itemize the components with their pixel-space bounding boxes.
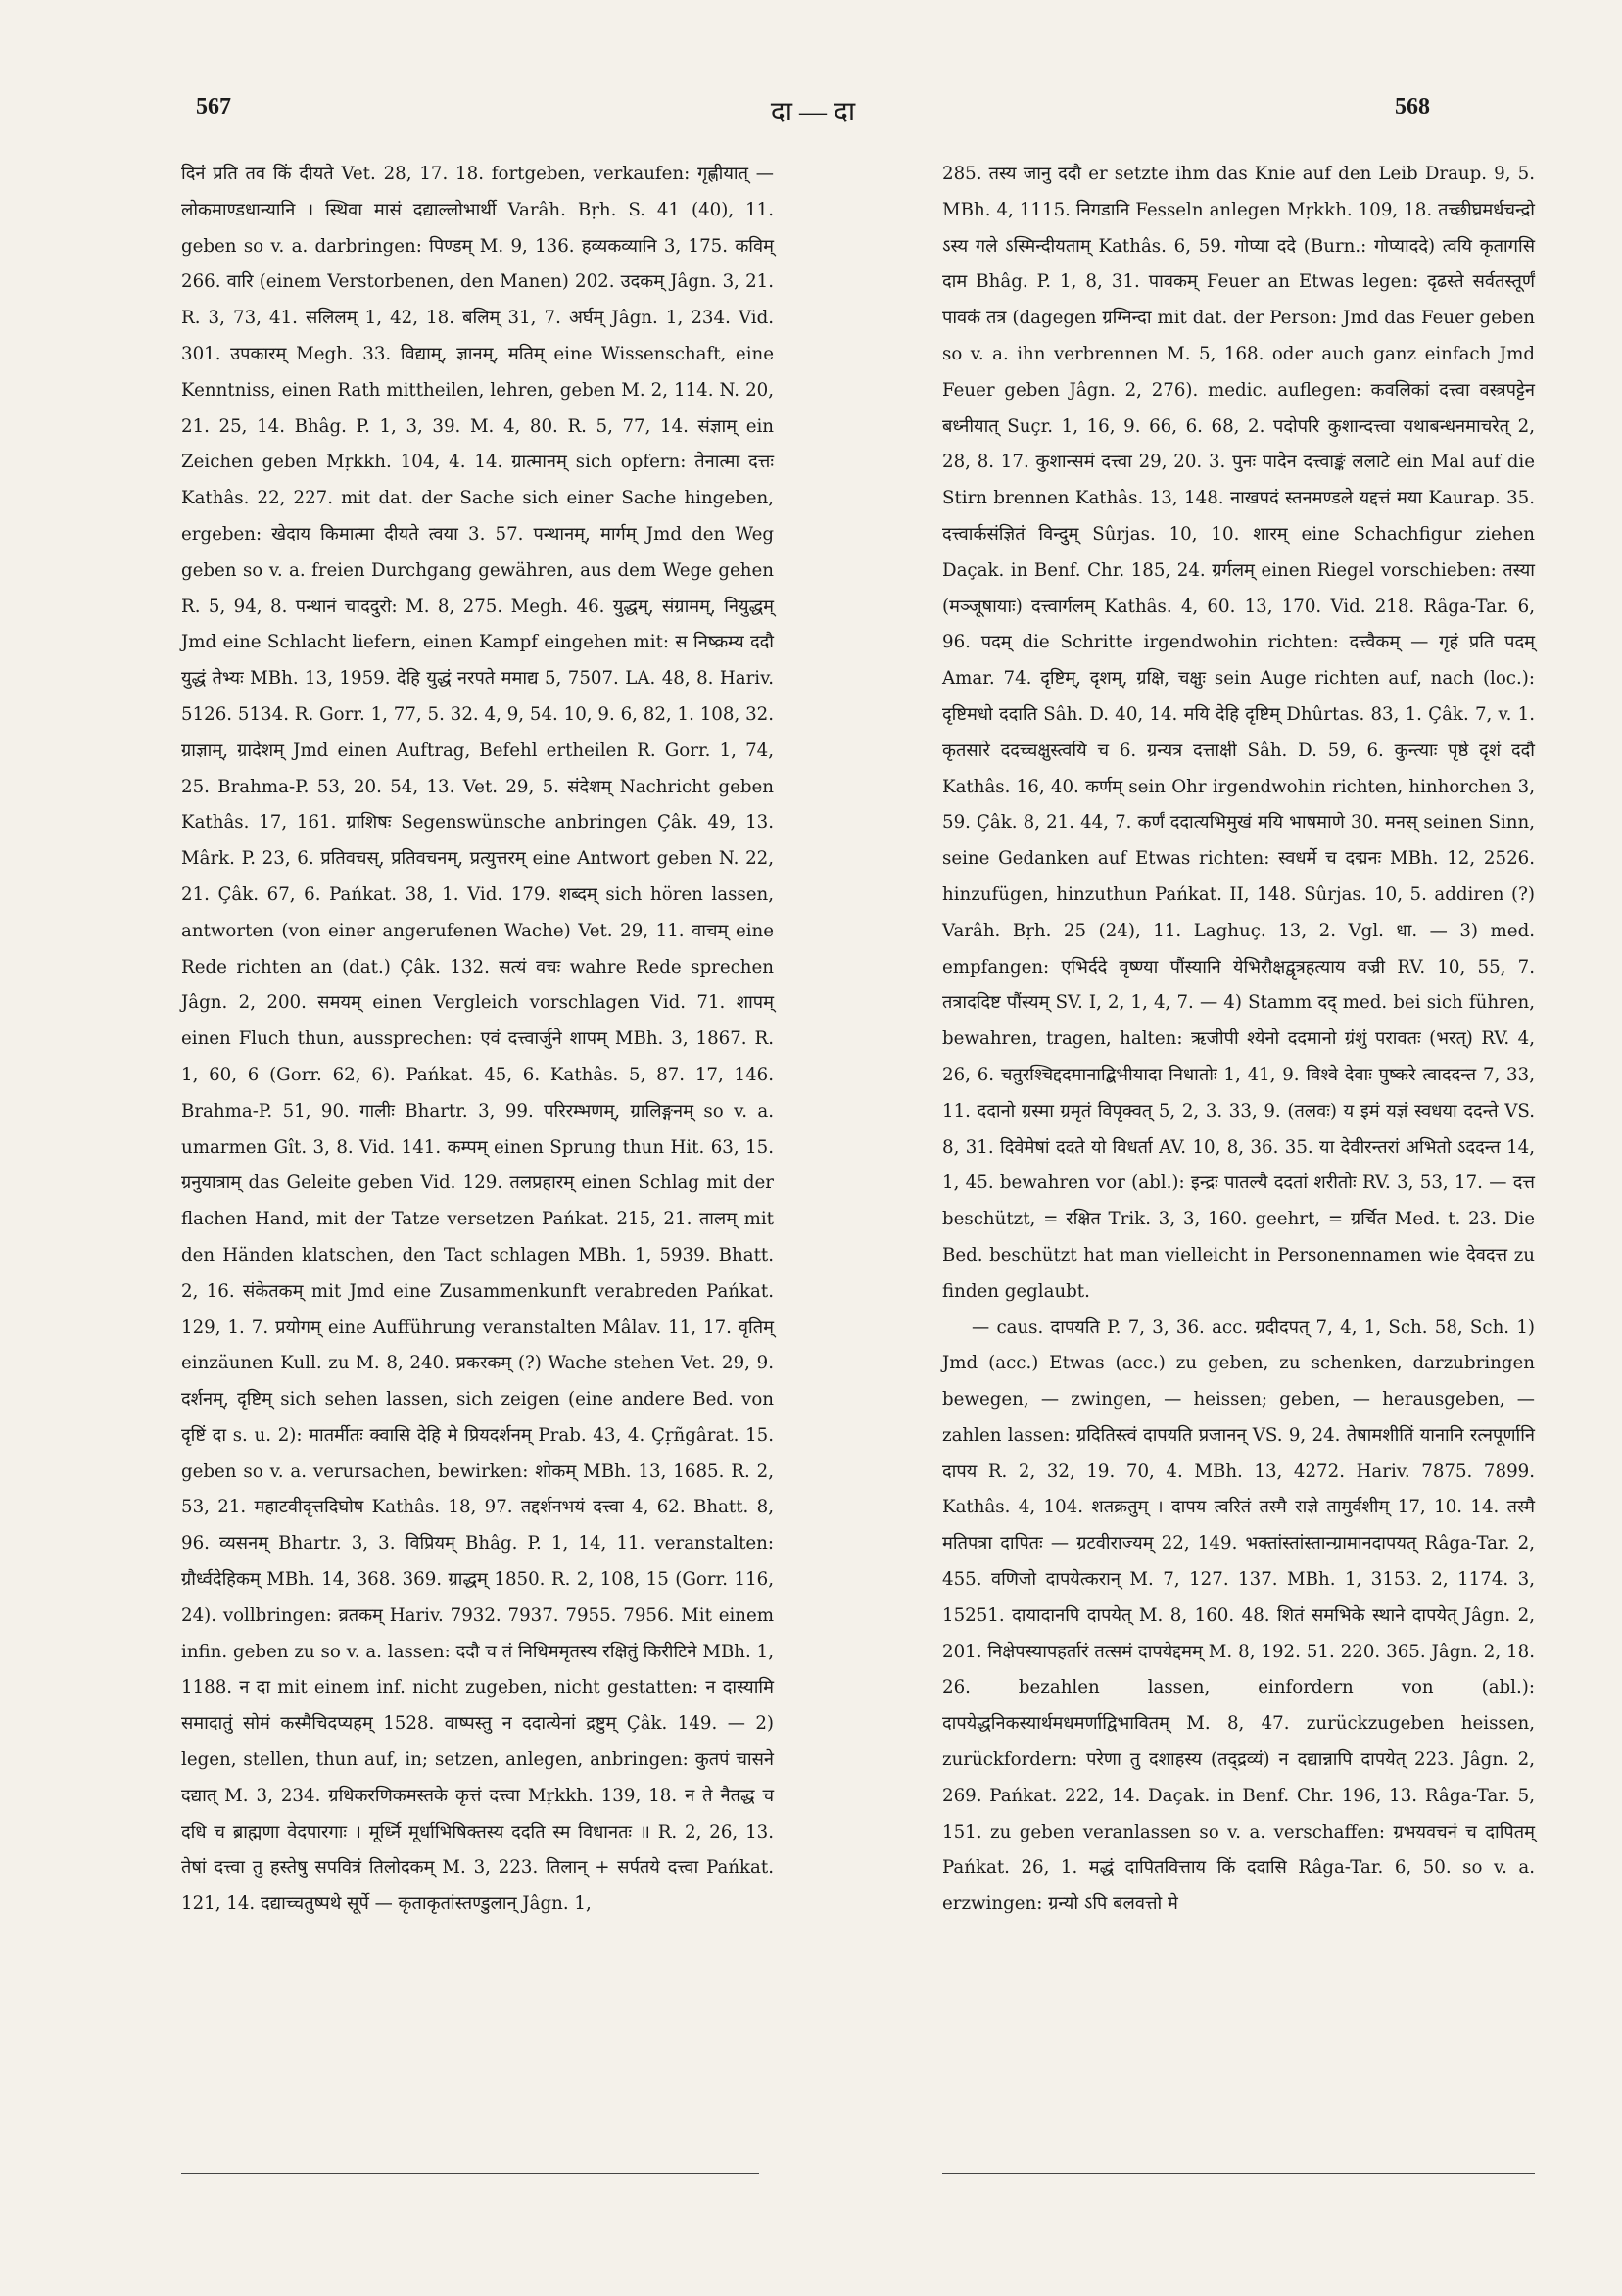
left-column-text: दिनं प्रति तव किं दीयते Vet. 28, 17. 18. fortgeben, verkaufen: गृह्णीयात् — लोकमाण्डधान्यानि । स्थिवा मासं दद्याल्लोभार्थी Varâh. Bṛh. S. 41 (40), 11. geben so v. a. darbringen: पिण्डम् M. 9, 136. हव्यकव्यानि 3, 175. कविम् 266. वारि (einem Verstorbenen, den Manen) 202. उदकम् Jâgn. 3, 21. R. 3, 73, 41. सलिलम् 1, 42, 18. बलिम् 31, 7. अर्घम् Jâgn. 1, 234. Vid. 301. उपकारम् Megh. 33. विद्याम्, ज्ञानम्, मतिम् eine Wissenschaft, eine Kenntniss, einen Rath mittheilen, lehren, geben M. 2, 114. N. 20, 21. 25, 14. Bhâg. P. 1, 3, 39. M. 4, 80. R. 5, 77, 14. संज्ञाम् ein Zeichen geben Mṛkkh. 104, 4. 14. ग्रात्मानम् sich opfern: तेनात्मा दत्तः Kathâs. 22, 227. mit dat. der Sache sich einer Sache hingeben, ergeben: खेदाय किमात्मा दीयते त्वया 3. 57. पन्थानम्, मार्गम् Jmd den Weg geben so v. a. freien Durchgang gewähren, aus dem Wege gehen R. 5, 94, 8. पन्थानं चाददुरो: M. 8, 275. Megh. 46. युद्धम्, संग्रामम्, नियुद्धम् Jmd eine Schlacht liefern, einen Kampf eingehen mit: स निष्क्रम्य ददौ युद्धं तेभ्यः MBh. 13, 1959. देहि युद्धं नरपते ममाद्य 5, 7507. LA. 48, 8. Hariv. 5126. 5134. R. Gorr. 1, 77, 5. 32. 4, 9, 54. 10, 9. 6, 82, 1. 108, 32. ग्राज्ञाम्, ग्रादेशम् Jmd einen Auftrag, Befehl ertheilen R. Gorr. 1, 74, 25. Brahma-P. 53, 20. 54, 13. Vet. 29, 5. संदेशम् Nachricht geben Kathâs. 17, 161. ग्राशिषः Segenswünsche anbringen Çâk. 49, 13. Mârk. P. 23, 6. प्रतिवचस्, प्रतिवचनम्, प्रत्युत्तरम् eine Antwort geben N. 22, 21. Çâk. 67, 6. Pańkat. 38, 1. Vid. 179. शब्दम् sich hören lassen, antworten (von einer angerufenen Wache) Vet. 29, 11. वाचम् eine Rede richten an (dat.) Çâk. 132. सत्यं वचः wahre Rede sprechen Jâgn. 2, 200. समयम् einen Vergleich vorschlagen Vid. 71. शापम् einen Fluch thun, aussprechen: एवं दत्त्वार्जुने शापम् MBh. 3, 1867. R. 1, 60, 6 (Gorr. 62, 6). Pańkat. 45, 6. Kathâs. 5, 87. 17, 146. Brahma-P. 51, 90. गालीः Bhartr. 3, 99. परिरम्भणम्, ग्रालिङ्गनम् so v. a. umarmen Gît. 3, 8. Vid. 141. कम्पम् einen Sprung thun Hit. 63, 15. ग्रनुयात्राम् das Geleite geben Vid. 129. तलप्रहारम् einen Schlag mit der flachen Hand, mit der Tatze versetzen Pańkat. 215, 21. तालम् mit den Händen klatschen, den Tact schlagen MBh. 1, 5939. Bhatt. 2, 16. संकेतकम् mit Jmd eine Zusammenkunft verabreden Pańkat. 129, 1. 7. प्रयोगम् eine Aufführung veranstalten Mâlav. 11, 17. वृतिम् einzäunen Kull. zu M. 8, 240. प्रकरकम् (?) Wache stehen Vet. 29, 9. दर्शनम्, दृष्टिम् sich sehen lassen, sich zeigen (eine andere Bed. von दृष्टिं दा s. u. 2): मातर्मीतः क्वासि देहि मे प्रियदर्शनम् Prab. 43, 4. Çṛñgârat. 15. geben so v. a. verursachen, bewirken: शोकम् MBh. 13, 1685. R. 2, 53, 21. महाटवीदृत्तदिघोष Kathâs. 18, 97. तद्दर्शनभयं दत्त्वा 4, 62. Bhatt. 8, 96. व्यसनम् Bhartr. 3, 3. विप्रियम् Bhâg. P. 1, 14, 11. veranstalten: ग्रौर्ध्वदेहिकम् MBh. 14, 368. 369. ग्राद्धम् 1850. R. 2, 108, 15 (Gorr. 116, 24). vollbringen: व्रतकम् Hariv. 7932. 7937. 7955. 7956. Mit einem infin. geben zu so v. a. lassen: ददौ च तं निधिममृतस्य रक्षितुं किरीटिने MBh. 1, 1188. न दा mit einem inf. nicht zugeben, nicht gestatten: न दास्यामि समादातुं सोमं कस्मैचिदप्यहम् 1528. वाष्पस्तु न ददात्येनां द्रष्टुम् Çâk. 149. — 2) legen, stellen, thun auf, in; setzen, anlegen, anbringen: कुतपं चासने दद्यात् M. 3, 234. ग्रधिकरणिकमस्तके कृत्तं दत्त्वा Mṛkkh. 139, 18. न ते नैतद्ध च दधि च ब्राह्मणा वेदपारगाः । मूर्ध्नि मूर्धाभिषिक्तस्य ददति स्म विधानतः ॥ R. 2, 26, 13. तेषां दत्त्वा तु हस्तेषु सपवित्रं तिलोदकम् M. 3, 223. तिलान् + सर्पतये दत्त्वा Pańkat. 121, 14. दद्याच्चतुष्पथे सूर्पे — कृताकृतांस्तण्डुलान् Jâgn. 1, <box>181 164 774 1915</box>
right-column-text-causative: — caus. दापयति P. 7, 3, 36. acc. ग्रदीदपत् 7, 4, 1, Sch. 58, Sch. 1) Jmd (acc.) Etwas (acc.) zu geben, zu schenken, darzubringen bewegen, — zwingen, — heissen; geben, — herausgeben, — zahlen lassen: ग्रदितिस्त्वं दापयति प्रजानन् VS. 9, 24. तेषामशीतिं यानानि रत्नपूर्णानि दापय R. 2, 32, 19. 70, 4. MBh. 13, 4272. Hariv. 7875. 7899. Kathâs. 4, 104. शतक्रतुम् । दापय त्वरितं तस्मै राज्ञे तामुर्वशीम् 17, 10. 14. तस्मै मतिपत्रा दापितः — ग्रटवीराज्यम् 22, 149. भक्तांस्तांस्तान्ग्रामानदापयत् Râga-Tar. 2, 455. वणिजो दापयेत्करान् M. 7, 127. 137. MBh. 1, 3153. 2, 1174. 3, 15251. दायादानपि दापयेत् M. 8, 160. 48. शितं समभिके स्थाने दापयेत् Jâgn. 2, 201. निक्षेपस्यापहर्तारं तत्समं दापयेद्दमम् M. 8, 192. 51. 220. 365. Jâgn. 2, 18. 26. bezahlen lassen, einfordern von (abl.): दापयेद्धनिकस्यार्थमधमर्णाद्विभावितम् M. 8, 47. zurückzugeben heissen, zurückfordern: परेणा तु दशाहस्य (तद्द्रव्यं) न दद्यान्नापि दापयेत् 223. Jâgn. 2, 269. Pańkat. 222, 14. Daçak. in Benf. Chr. 196, 13. Râga-Tar. 5, 151. zu geben veranlassen so v. a. verschaffen: ग्रभयवचनं च दापितम् Pańkat. 26, 1. मद्धं दापितवित्ताय किं ददासि Râga-Tar. 6, 50. so v. a. erzwingen: ग्रन्यो ऽपि बलवत्तो मे <box>942 1316 1535 1915</box>
running-headword: दा — दा <box>770 97 856 127</box>
page-number-left: 567 <box>196 94 231 120</box>
page-header <box>196 94 1430 133</box>
footer-rule-left <box>181 2173 759 2174</box>
right-column-text-entry: 285. तस्य जानु ददौ er setzte ihm das Knie auf den Leib Draup. 9, 5. MBh. 4, 1115. निगडानि Fesseln anlegen Mṛkkh. 109, 18. तच्छीघ्रमर्धचन्द्रो ऽस्य गले ऽस्मिन्दीयताम् Kathâs. 6, 59. गोप्या ददे (Burn.: गोप्याददे) त्वयि कृतागसि दाम Bhâg. P. 1, 8, 31. पावकम् Feuer an Etwas legen: दृढस्ते सर्वतस्तूर्णं पावकं तत्र (dagegen ग्रग्निन्दा mit dat. der Person: Jmd das Feuer geben so v. a. ihn verbrennen M. 5, 168. oder auch ganz einfach Jmd Feuer geben Jâgn. 2, 276). medic. auflegen: कवलिकां दत्त्वा वस्त्रपट्टेन बध्नीयात् Suçr. 1, 16, 9. 66, 6. 68, 2. पदोपरि कुशान्दत्त्वा यथाबन्धनमाचरेत् 2, 28, 8. 17. कुशान्समं दत्त्वा 29, 20. 3. पुनः पादेन दत्त्वाङ्कं ललाटे ein Mal auf die Stirn brennen Kathâs. 13, 148. नाखपदं स्तनमण्डले यद्दत्तं मया Kaurap. 35. दत्त्वार्कसंज्ञितं विन्दुम् Sûrjas. 10, 10. शारम् eine Schachfigur ziehen Daçak. in Benf. Chr. 185, 24. ग्रर्गलम् einen Riegel vorschieben: तस्या (मञ्जूषायाः) दत्त्वार्गलम् Kathâs. 4, 60. 13, 170. Vid. 218. Râga-Tar. 6, 96. पदम् die Schritte irgendwohin richten: दत्त्वैकम् — गृहं प्रति पदम् Amar. 74. दृष्टिम्, दृशम्, ग्रक्षि, चक्षुः sein Auge richten auf, nach (loc.): दृष्टिमधो ददाति Sâh. D. 40, 14. मयि देहि दृष्टिम् Dhûrtas. 83, 1. Çâk. 7, v. 1. कृतसारे ददच्चक्षुस्त्वयि च 6. ग्रन्यत्र दत्ताक्षी Sâh. D. 59, 6. कुन्त्याः पृष्ठे दृशं ददौ Kathâs. 16, 40. कर्णम् sein Ohr irgendwohin richten, hinhorchen 3, 59. Çâk. 8, 21. 44, 7. कर्णं ददात्यभिमुखं मयि भाषमाणे 30. मनस् seinen Sinn, seine Gedanken auf Etwas richten: स्वधर्मे च दद्मनः MBh. 12, 2526. hinzufügen, hinzuthun Pańkat. II, 148. Sûrjas. 10, 5. addiren (?) Varâh. Bṛh. 25 (24), 11. Laghuç. 13, 2. Vgl. धा. — 3) med. empfangen: एभिर्ददे वृष्ण्या पौंस्यानि येभिरौक्षद्वृत्रहत्याय वज्री RV. 10, 55, 7. तत्राददिष्ट पौंस्यम् SV. I, 2, 1, 4, 7. — 4) Stamm दद् med. bei sich führen, bewahren, tragen, halten: ऋजीपी श्येनो ददमानो ग्रंशुं परावतः (भरत्) RV. 4, 26, 6. चतुरश्चिद्ददमानाद्बिभीयादा निधातोः 1, 41, 9. विश्वे देवाः पुष्करे त्वाददन्त 7, 33, 11. ददानो ग्रस्मा ग्रमृतं विपृक्वत् 5, 2, 3. 33, 9. (तलवः) य इमं यज्ञं स्वधया ददन्ते VS. 8, 31. दिवेमेषां ददते यो विधर्ता AV. 10, 8, 36. 35. या देवीरन्तरां अभितो ऽददन्त 14, 1, 45. bewahren vor (abl.): इन्द्रः पातल्यै ददतां शरीतोः RV. 3, 53, 17. — दत्त beschützt, = रक्षित Trik. 3, 3, 160. geehrt, = ग्रर्चित Med. t. 23. Die Bed. beschützt hat man vielleicht in Personennamen wie देवदत्त zu finden geglaubt. <box>942 164 1535 1302</box>
right-column <box>942 157 1535 1923</box>
left-column <box>181 157 774 1923</box>
page-number-right: 568 <box>1395 94 1430 120</box>
footer-rule-right <box>942 2173 1535 2174</box>
